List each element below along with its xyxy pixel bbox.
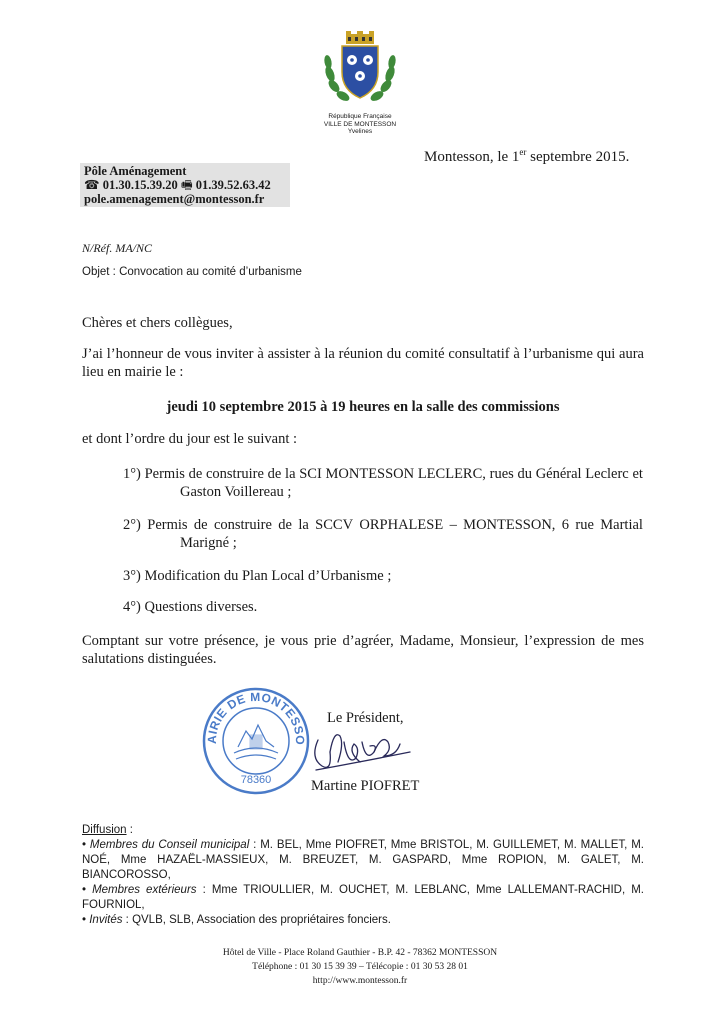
diffusion-label-suffix: : bbox=[126, 824, 133, 836]
diffusion-group-members: : M. BEL, Mme PIOFRET, Mme BRISTOL, M. GUILLEMET, M. MALLET, M. NOÉ, Mme HAZAËL-MASSIEUX, M. BREUZET, M. GASPARD, Mme ROPION, M. GALET, M. BIANCOROSSO, bbox=[82, 839, 644, 881]
word: de bbox=[267, 466, 282, 482]
agenda-item-text: Questions diverses. bbox=[144, 599, 258, 615]
word: SCI bbox=[299, 466, 322, 482]
subject-line: Objet : Convocation au comité d’urbanisme bbox=[82, 266, 302, 278]
word: la bbox=[285, 466, 296, 482]
agenda-item-continuation: Gaston Voillereau ; bbox=[180, 484, 292, 500]
word: la bbox=[298, 517, 309, 533]
agenda-item-number: 4°) bbox=[123, 599, 141, 615]
diffusion-heading bbox=[82, 823, 644, 838]
word: construire bbox=[205, 466, 264, 482]
word: – bbox=[449, 517, 457, 533]
word: MONTESSON, bbox=[463, 517, 556, 533]
republic-label: République Française bbox=[328, 113, 392, 120]
agenda-item-text: Modification du Plan Local d’Urbanisme ; bbox=[144, 568, 392, 584]
agenda-item bbox=[123, 465, 643, 501]
footer-phone: Téléphone : 01 30 15 39 39 – Télécopie : 01 30 53 28 01 bbox=[252, 962, 468, 972]
word: du bbox=[517, 466, 532, 482]
word: LECLERC, bbox=[417, 466, 486, 482]
agenda-intro: et dont l’ordre du jour est le suivant : bbox=[82, 431, 298, 447]
word: SCCV bbox=[315, 517, 354, 533]
word: rues bbox=[489, 466, 514, 482]
city-crest-logo bbox=[318, 28, 402, 112]
footer-website: http://www.montesson.fr bbox=[312, 976, 408, 986]
diffusion-group: • Invités : QVLB, SLB, Association des propriétaires fonciers. bbox=[82, 914, 391, 926]
word: construire bbox=[213, 517, 272, 533]
agenda-item-number: 2°) bbox=[123, 517, 141, 533]
agenda-item-line bbox=[123, 465, 643, 483]
word: et bbox=[632, 466, 643, 482]
city-identity bbox=[300, 113, 420, 136]
agenda-item bbox=[123, 598, 643, 616]
telephone-icon: ☎ bbox=[84, 178, 100, 192]
pole-fax: 01.39.52.63.42 bbox=[195, 178, 271, 192]
agenda-item-line bbox=[123, 516, 643, 534]
date-prefix: Montesson, le 1 bbox=[424, 149, 520, 165]
date-ordinal: er bbox=[519, 147, 527, 157]
diffusion-group-label: Membres extérieurs bbox=[92, 884, 197, 896]
word: Martial bbox=[600, 517, 643, 533]
diffusion-group-label: Invités bbox=[89, 914, 123, 926]
word: rue bbox=[575, 517, 594, 533]
svg-text:78360: 78360 bbox=[240, 774, 272, 786]
diffusion-group-members: : Mme TRIOULLIER, M. OUCHET, M. LEBLANC, Mme LALLEMANT-RACHID, M. FOURNIOL, bbox=[82, 884, 644, 911]
diffusion-list bbox=[82, 823, 644, 928]
diffusion-group-members: : QVLB, SLB, Association des propriétaires fonciers. bbox=[122, 914, 391, 926]
diffusion-group: • Membres extérieurs : Mme TRIOULLIER, M. OUCHET, M. LEBLANC, Mme LALLEMANT-RACHID, M. FOURNIOL, bbox=[82, 884, 644, 911]
date-suffix: septembre 2015. bbox=[526, 149, 630, 165]
pole-contacts bbox=[84, 178, 286, 192]
agenda-item-number: 1°) bbox=[123, 466, 141, 482]
agenda-item bbox=[123, 516, 643, 552]
diffusion-group-label: Membres du Conseil municipal bbox=[89, 839, 250, 851]
word: Permis bbox=[147, 517, 188, 533]
meeting-details: jeudi 10 septembre 2015 à 19 heures en la salle des commissions bbox=[166, 399, 560, 415]
word: Leclerc bbox=[585, 466, 629, 482]
word: Général bbox=[535, 466, 582, 482]
pole-name: Pôle Aménagement bbox=[84, 164, 187, 178]
reference: N/Réf. MA/NC bbox=[82, 241, 152, 255]
greeting: Chères et chers collègues, bbox=[82, 315, 233, 331]
word: de bbox=[188, 466, 203, 482]
word: 6 bbox=[561, 517, 570, 533]
fax-icon: 🖷 bbox=[180, 178, 193, 192]
word: ORPHALESE bbox=[359, 517, 444, 533]
president-title: Le Président, bbox=[327, 710, 404, 726]
sender-block bbox=[80, 163, 290, 207]
word: Permis bbox=[144, 466, 185, 482]
agenda-item-continuation: Marigné ; bbox=[180, 535, 237, 551]
pole-email: pole.amenagement@montesson.fr bbox=[84, 192, 265, 206]
word: de bbox=[193, 517, 208, 533]
letter-date bbox=[424, 147, 629, 166]
president-name: Martine PIOFRET bbox=[311, 778, 420, 794]
footer-address: Hôtel de Ville - Place Roland Gauthier - B.P. 42 - 78362 MONTESSON bbox=[222, 948, 498, 958]
city-label: VILLE DE MONTESSON bbox=[323, 120, 397, 128]
mairie-stamp bbox=[200, 685, 312, 797]
closing-paragraph: Comptant sur votre présence, je vous prie d’agréer, Madame, Monsieur, l’expression de mes salutations distinguées. bbox=[82, 633, 644, 667]
svg-text:MAIRIE DE MONTESSON: AIRIE DE MONTESSO bbox=[204, 689, 308, 746]
word: de bbox=[278, 517, 292, 533]
agenda-item-number: 3°) bbox=[123, 568, 141, 584]
agenda-item bbox=[123, 567, 643, 585]
diffusion-label: Diffusion bbox=[82, 824, 127, 836]
diffusion-group: • Membres du Conseil municipal : M. BEL, Mme PIOFRET, Mme BRISTOL, M. GUILLEMET, M. MALLET, M. NOÉ, Mme HAZAËL-MASSIEUX, M. BREUZET, M. GASPARD, Mme ROPION, M. GALET, M. BIANCOROSSO, bbox=[82, 839, 644, 881]
pole-phone: 01.30.15.39.20 bbox=[102, 178, 178, 192]
intro-paragraph: J’ai l’honneur de vous inviter à assister à la réunion du comité consultatif à l’urbanisme qui aura lieu en mairie le : bbox=[82, 346, 644, 380]
handwritten-signature bbox=[300, 722, 420, 782]
word: MONTESSON bbox=[325, 466, 415, 482]
region-label: Yvelines bbox=[347, 128, 373, 135]
letter-footer bbox=[0, 946, 720, 988]
